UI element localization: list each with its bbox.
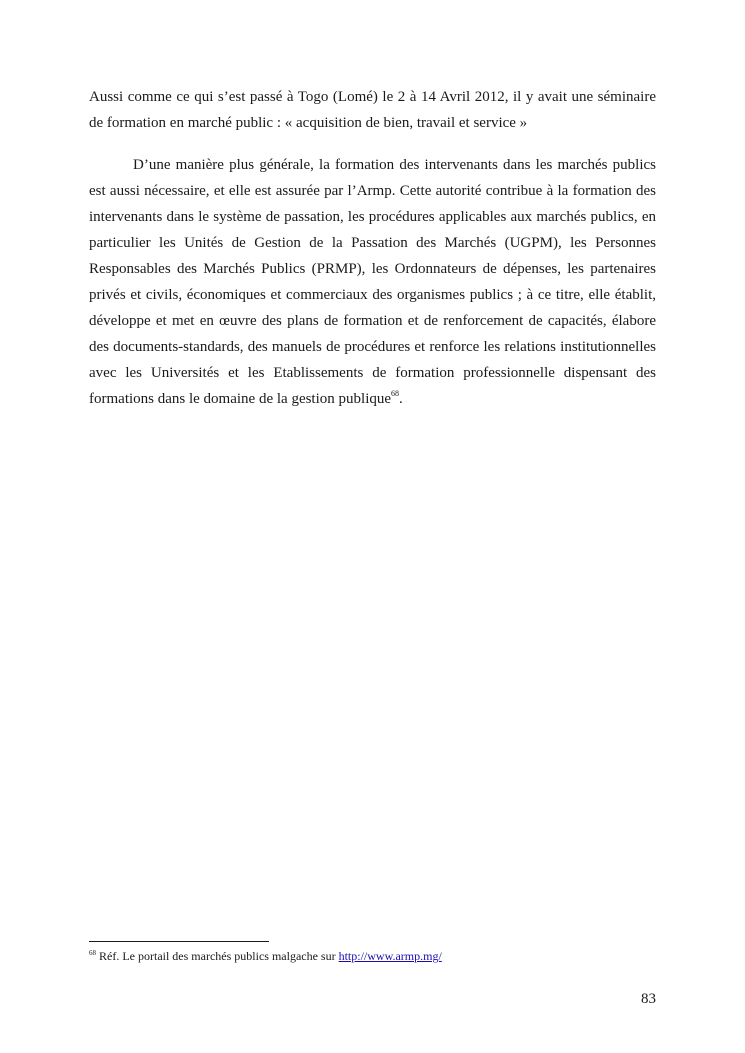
footnote-link[interactable]: http://www.armp.mg/ xyxy=(338,949,442,963)
paragraph-seminar: Aussi comme ce qui s’est passé à Togo (Lomé) le 2 à 14 Avril 2012, il y avait une séminaire de formation en marché public : « acquisition de bien, travail et service » xyxy=(89,89,656,131)
footnote-number: 68 xyxy=(89,949,96,957)
paragraph-end-punctuation: . xyxy=(399,391,403,407)
footnote-reference[interactable]: 68 xyxy=(391,389,400,398)
paragraph-training xyxy=(89,152,656,412)
footnote-text: Réf. Le portail des marchés publics malgache sur xyxy=(96,949,339,963)
page-number: 83 xyxy=(641,991,656,1007)
paragraph-training-text: D’une manière plus générale, la formation des intervenants dans les marchés publics est aussi nécessaire, et elle est assurée par l’Armp. Cette autorité contribue à la formation des intervenants dans le système de passation, les procédures applicables aux marchés publics, en particulier les Unités de Gestion de la Passation des Marchés (UGPM), les Personnes Responsables des Marchés Publics (PRMP), les Ordonnateurs de dépenses, les partenaires privés et civils, économiques et commerciaux des organismes publics ; à ce titre, elle établit, développe et met en œuvre des plans de formation et de renforcement de capacités, élabore des documents-standards, des manuels de procédures et renforce les relations institutionnelles avec les Universités et les Etablissements de formation professionnelle dispensant des formations dans le domaine de la gestion publique xyxy=(89,157,656,407)
footnote xyxy=(89,947,656,965)
footnote-separator xyxy=(89,941,269,942)
